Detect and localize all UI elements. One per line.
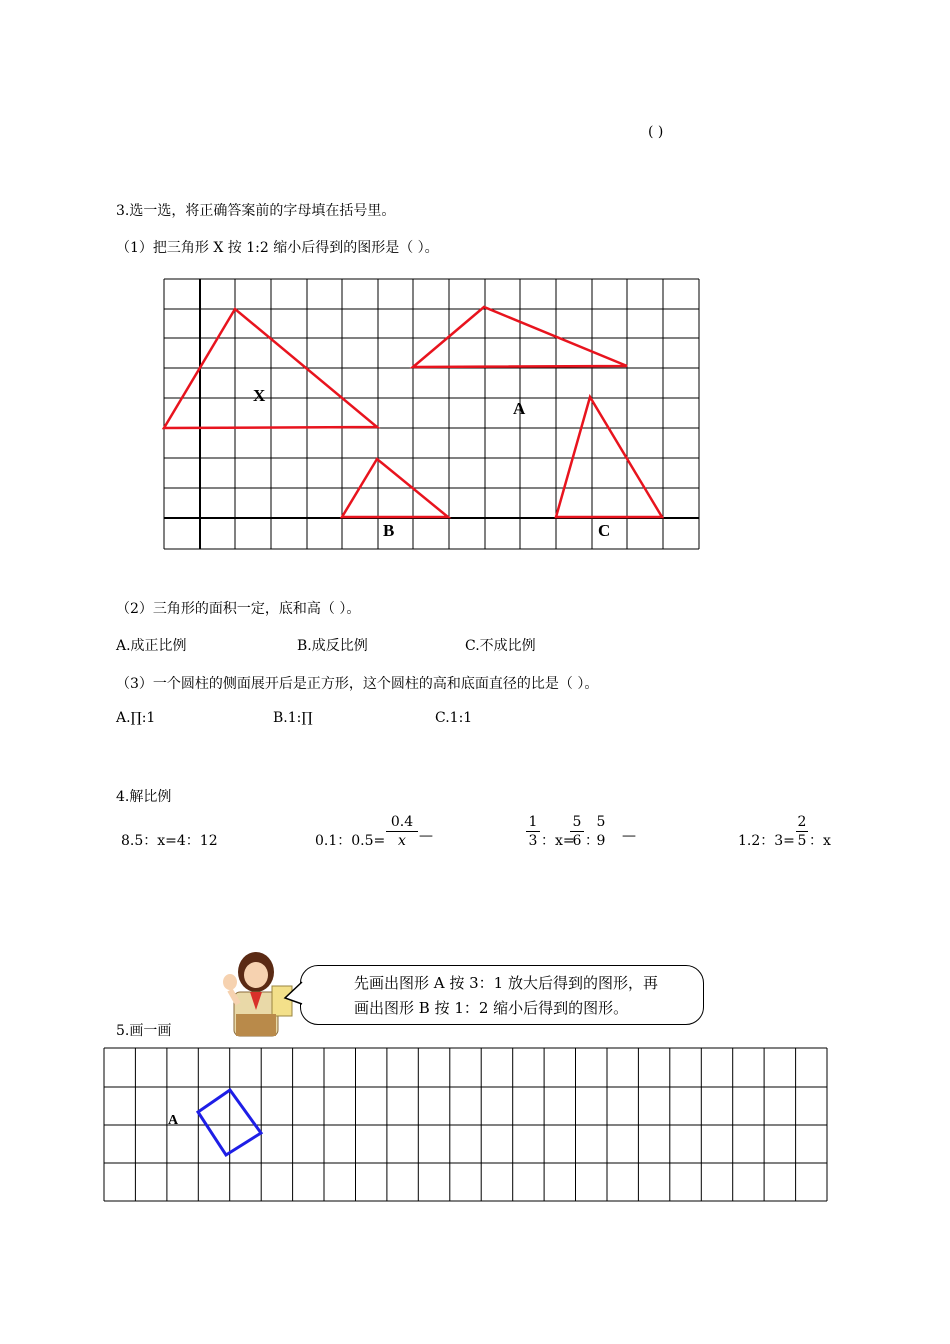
q3-title: 3.选一选，将正确答案前的字母填在括号里。 <box>116 203 396 219</box>
bubble-line-1: 先画出图形 A 按 3：1 放大后得到的图形，再 <box>354 974 658 992</box>
shape-label-a: A <box>168 1113 179 1128</box>
fraction-denominator: 6 <box>572 833 582 849</box>
bubble-line-2: 画出图形 B 按 1：2 缩小后得到的图形。 <box>354 999 629 1017</box>
bubble-tail <box>283 980 305 1008</box>
fraction-numerator: 5 <box>572 814 582 830</box>
equation-1: 8.5：x=4：12 <box>121 833 218 849</box>
equation-4-fraction <box>796 815 808 848</box>
equation-2-dash: — <box>419 828 433 844</box>
p2-option-c: C.不成比例 <box>465 638 536 654</box>
label-x: X <box>253 386 266 405</box>
equation-4-left: 1.2：3= <box>738 833 795 849</box>
answer-paren: ( ) <box>648 124 664 140</box>
p3-option-a: A.∏:1 <box>116 710 156 726</box>
triangle-grid <box>0 0 950 560</box>
q3-part1: （1）把三角形 X 按 1:2 缩小后得到的图形是（ ）。 <box>116 240 439 256</box>
q3-part2: （2）三角形的面积一定，底和高（ ）。 <box>116 601 361 617</box>
triangle-c <box>556 397 662 517</box>
equation-2-fraction <box>386 815 418 848</box>
q5-title: 5.画一画 <box>116 1023 172 1039</box>
q3-part3: （3）一个圆柱的侧面展开后是正方形，这个圆柱的高和底面直径的比是（ ）。 <box>116 676 599 692</box>
fraction-numerator: 0.4 <box>390 814 414 830</box>
fraction-numerator: 5 <box>596 814 606 830</box>
label-c: C <box>598 521 611 540</box>
fraction-denominator: 3 <box>528 833 538 849</box>
equation-4-right: ：x <box>809 833 831 849</box>
equation-3-fraction-3 <box>594 815 608 848</box>
grid-lines <box>164 279 699 549</box>
equation-3-dash: — <box>622 828 636 844</box>
equation-3-fraction-2 <box>570 815 584 848</box>
p3-option-c: C.1:1 <box>435 710 473 726</box>
p2-option-b: B.成反比例 <box>297 638 368 654</box>
q4-title: 4.解比例 <box>116 789 172 805</box>
fraction-denominator: 9 <box>596 833 606 849</box>
equation-2-left: 0.1：0.5= <box>315 833 386 849</box>
p3-option-b: B.1:∏ <box>273 710 313 726</box>
fraction-denominator: 5 <box>797 833 807 849</box>
equation-3-fraction-1 <box>526 815 540 848</box>
equation-3-mid: ：x= <box>541 833 575 849</box>
label-a: A <box>513 399 526 418</box>
drawing-grid <box>0 1040 950 1210</box>
p2-option-a: A.成正比例 <box>116 638 187 654</box>
fraction-numerator: 2 <box>797 814 807 830</box>
fraction-numerator: 1 <box>528 814 538 830</box>
fraction-denominator: x <box>398 833 406 849</box>
label-b: B <box>383 521 395 540</box>
equation-3-colon: ： <box>585 833 599 849</box>
